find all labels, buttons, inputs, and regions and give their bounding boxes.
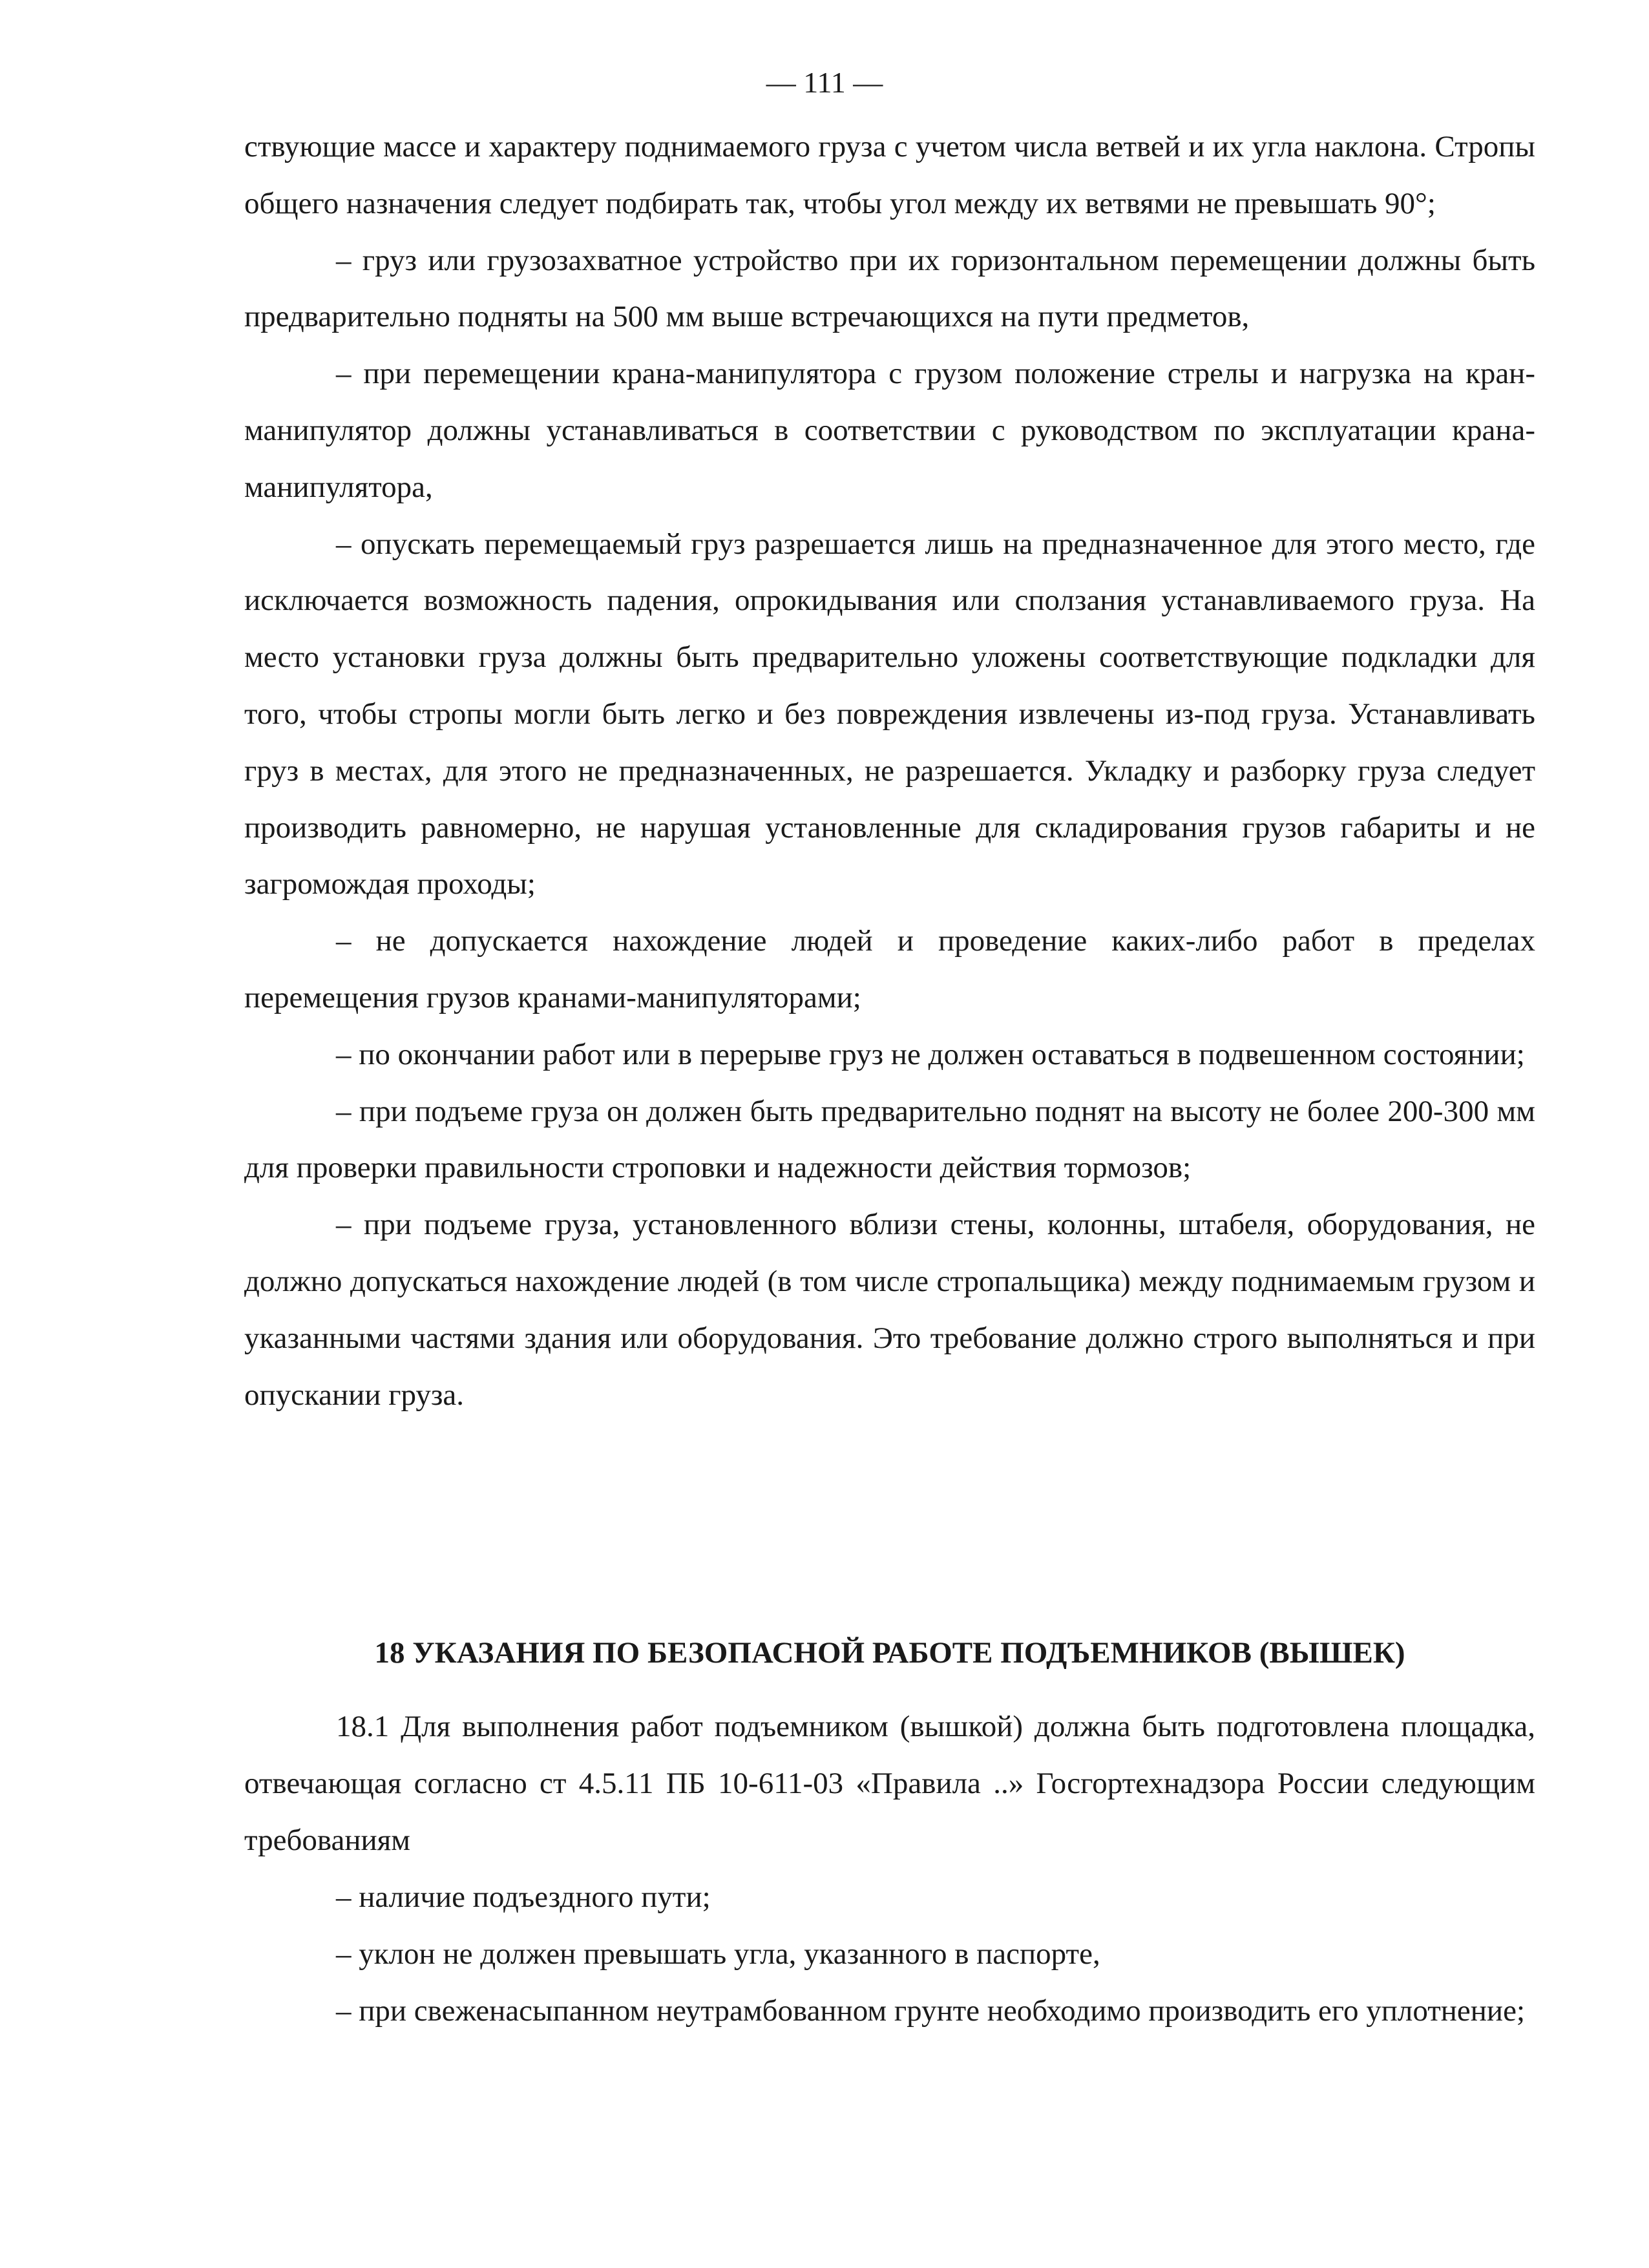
section-heading: 18 УКАЗАНИЯ ПО БЕЗОПАСНОЙ РАБОТЕ ПОДЪЕМНИКОВ (ВЫШЕК) xyxy=(374,1636,1405,1670)
paragraph: 18.1 Для выполнения работ подъемником (вышкой) должна быть подготовлена площадка, отвечающая согласно ст 4.5.11 ПБ 10-611-03 «Правила ..» Госгортехнадзора России следующим требованиям xyxy=(244,1710,1535,1857)
body-text-top xyxy=(244,119,1535,1423)
body-text-bottom xyxy=(244,1698,1535,2039)
list-item: – опускать перемещаемый груз разрешается лишь на предназначенное для этого место, где исключается возможность падения, опрокидывания или сползания устанавливаемого груза. На место установки груза должны быть предварительно уложены соответствующие подкладки для того, чтобы стропы могли быть легко и без повреждения извлечены из-под груза. Устанавливать груз в местах, для этого не предназначенных, не разрешается. Укладку и разборку груза следует производить равномерно, не нарушая установленные для складирования грузов габариты и не загромождая проходы; xyxy=(244,527,1535,901)
list-item: – при подъеме груза, установленного вблизи стены, колонны, штабеля, оборудования, не должно допускаться нахождение людей (в том числе стропальщика) между поднимаемым грузом и указанными частями здания или оборудования. Это требование должно строго выполняться и при опускании груза. xyxy=(244,1208,1535,1412)
list-item: – уклон не должен превышать угла, указанного в паспорте, xyxy=(336,1937,1100,1971)
list-item: – при свеженасыпанном неутрамбованном грунте необходимо производить его уплотнение; xyxy=(336,1994,1525,2028)
list-item: – не допускается нахождение людей и проведение каких-либо работ в пределах перемещения грузов кранами-манипуляторами; xyxy=(244,924,1535,1014)
list-item: – по окончании работ или в перерыве груз не должен оставаться в подвешенном состоянии; xyxy=(336,1037,1525,1071)
list-item: – при перемещении крана-манипулятора с грузом положение стрелы и нагрузка на кран-манипулятор должны устанавливаться в соответствии с руководством по эксплуатации крана-манипулятора, xyxy=(244,357,1535,504)
list-item: – при подъеме груза он должен быть предварительно поднят на высоту не более 200-300 мм для проверки правильности строповки и надежности действия тормозов; xyxy=(244,1094,1535,1185)
paragraph: ствующие массе и характеру поднимаемого груза с учетом числа ветвей и их угла наклона. Стропы общего назначения следует подбирать так, чтобы угол между их ветвями не превышать 90°; xyxy=(244,130,1535,220)
page-number: — 111 — xyxy=(766,66,883,99)
list-item: – наличие подъездного пути; xyxy=(336,1880,711,1914)
list-item: – груз или грузозахватное устройство при их горизонтальном перемещении должны быть предварительно подняты на 500 мм выше встречающихся на пути предметов, xyxy=(244,243,1535,334)
